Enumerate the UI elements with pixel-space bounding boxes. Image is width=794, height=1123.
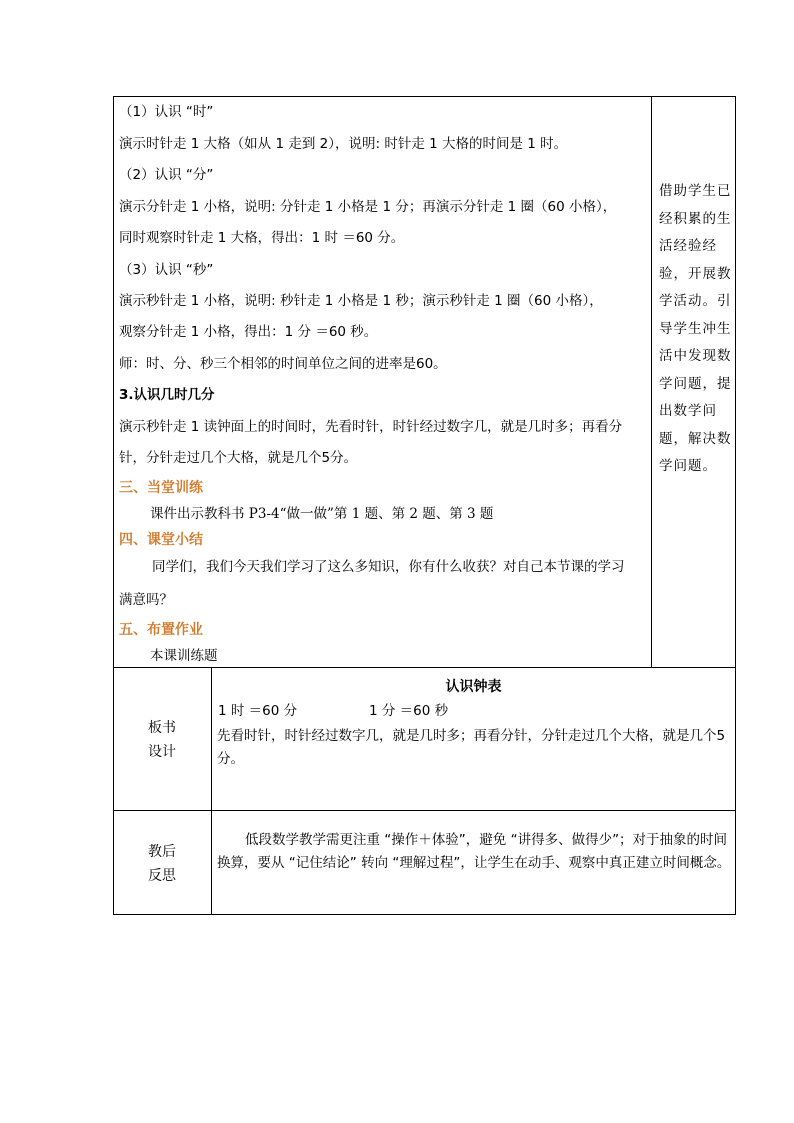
table-border-left (113, 96, 114, 915)
table-border-bottom (113, 914, 736, 915)
content-line: 观察分针走 1 小格，得出：1 分 ＝60 秒。 (119, 324, 378, 340)
reflection-label-line: 反思 (148, 868, 176, 884)
summary-text: 满意吗？ (119, 592, 173, 608)
reflection-text: 低段数学教学需更注重 “操作＋体验”，避免 “讲得多、做得少”；对于抽象的时间换算，要从 “记住结论” 转向 “理解过程”，让学生在动手、观察中真正建立时间概念。 (217, 832, 731, 871)
design-intent-note: 借助学生已经积累的生活经验经验，开展教学活动。引导学生冲生活中发现数学问题，提出数学问题，解决数学问题。 (659, 183, 732, 474)
content-line: 演示分针走 1 小格，说明: 分针走 1 小格是 1 分；再演示分针走 1 圈（60 小格）， (119, 199, 617, 215)
section-heading-summary: 四、课堂小结 (119, 532, 203, 548)
reflection-label-line: 教后 (148, 844, 176, 860)
table-border-right (735, 96, 736, 915)
board-label-line: 设计 (148, 744, 176, 760)
row-divider-board (113, 667, 736, 668)
label-column-divider (211, 667, 212, 915)
content-line: 演示时针走 1 大格（如从 1 走到 2），说明: 时针走 1 大格的时间是 1 时。 (119, 136, 568, 152)
note-column-divider (651, 96, 652, 667)
board-label-line: 板书 (148, 720, 176, 736)
row-divider-reflection (113, 810, 736, 811)
section-heading-practice: 三、当堂训练 (119, 480, 203, 496)
board-label (114, 716, 210, 764)
content-line: 师：时、分、秒三个相邻的时间单位之间的进率是60。 (119, 356, 447, 372)
content-line: 同时观察时针走 1 大格，得出：1 时 ＝60 分。 (119, 230, 405, 246)
board-text: 先看时针，时针经过数字几，就是几时多；再看分针，分针走过几个大格，就是几个5分。 (217, 728, 726, 767)
content-line: 演示秒针走 1 读钟面上的时间时，先看时针，时针经过数字几，就是几时多；再看分 (119, 419, 623, 435)
content-line: （3）认识 “秒” (119, 262, 214, 278)
board-equation: 1 分 ＝60 秒 (369, 703, 449, 719)
summary-text: 同学们，我们今天我们学习了这么多知识，你有什么收获？对自己本节课的学习 (152, 559, 625, 575)
table-border-top (113, 96, 736, 97)
content-line: 演示秒针走 1 小格，说明: 秒针走 1 小格是 1 秒；演示秒针走 1 圈（60 小格）， (119, 293, 603, 309)
content-line: （2）认识 “分” (119, 167, 214, 183)
practice-text: 课件出示教科书 P3-4“做一做”第 1 题、第 2 题、第 3 题 (150, 506, 494, 522)
homework-text: 本课训练题 (150, 648, 218, 664)
content-line: （1）认识 “时” (119, 104, 214, 120)
section-heading-homework: 五、布置作业 (119, 622, 203, 638)
board-title: 认识钟表 (445, 679, 502, 695)
subsection-heading: 3.认识几时几分 (119, 387, 215, 403)
board-equation: 1 时 ＝60 分 (218, 703, 298, 719)
content-line: 针，分针走过几个大格，就是几个5分。 (119, 450, 358, 466)
reflection-label (114, 840, 210, 888)
